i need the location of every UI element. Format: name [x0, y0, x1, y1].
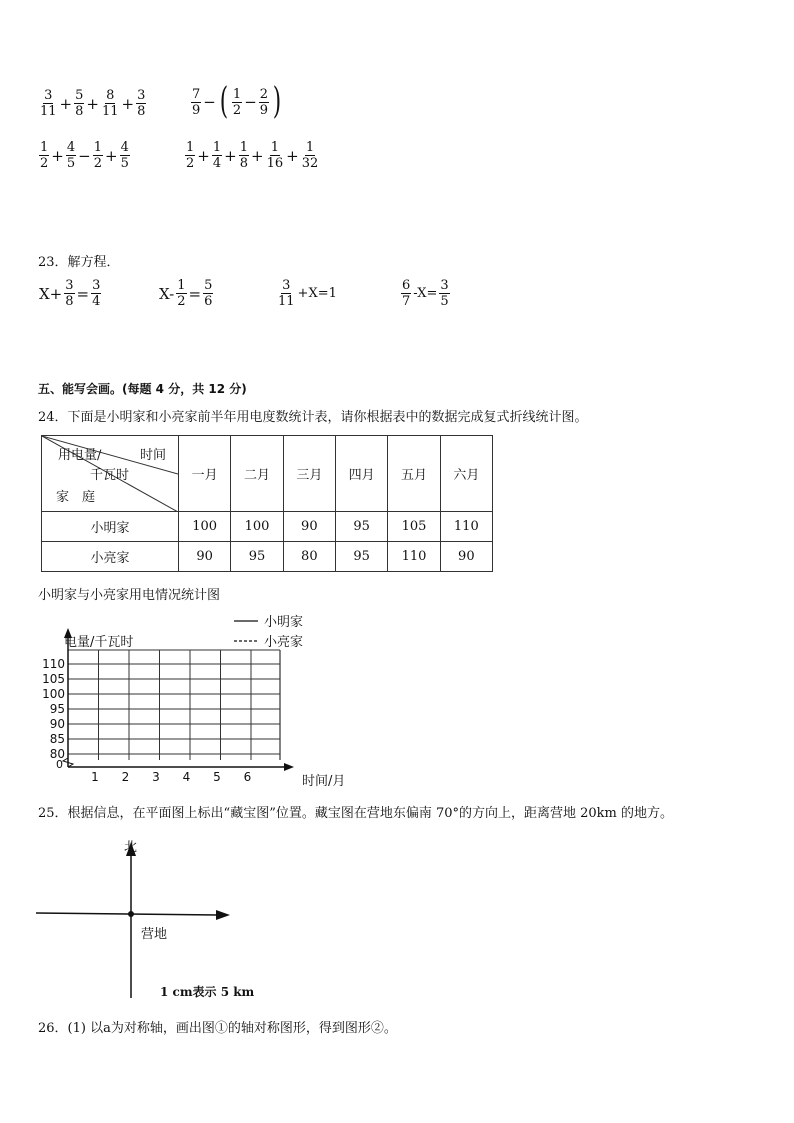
header-time: 时间: [140, 448, 167, 463]
y-tick-label: 80: [49, 747, 65, 761]
equation-4: $\frac{6}{7}$ -X= $\frac{3}{5}$: [402, 278, 449, 309]
table-cell: 95: [231, 542, 283, 572]
q23-title: 23．解方程．: [38, 255, 120, 270]
section-5-title: 五、能写会画。(每题 4 分，共 12 分): [38, 382, 247, 396]
table-row: [42, 542, 493, 572]
table-cell: 100: [231, 512, 283, 542]
x-tick-label: 2: [121, 770, 130, 784]
x-tick-label: 4: [182, 770, 191, 784]
table-cell: 80: [283, 542, 335, 572]
east-axis: [36, 913, 218, 915]
y-tick-label: 90: [49, 717, 65, 731]
x-tick-label: 6: [243, 770, 252, 784]
legend-label: 小亮家: [264, 635, 304, 650]
x-axis-arrow-icon: [284, 763, 294, 771]
chart-grid: [68, 650, 280, 760]
y-axis-title: 电量/千瓦时: [64, 635, 134, 650]
month-header: 四月: [335, 436, 387, 512]
header-usage: 用电量/: [58, 448, 102, 463]
x-tick-label: 1: [91, 770, 99, 784]
month-header: 二月: [231, 436, 283, 512]
x-tick-label: 5: [213, 770, 221, 784]
table-cell: 90: [179, 542, 231, 572]
table-header-diagonal-cell: [42, 436, 179, 512]
q26-text: 26．(1) 以a为对称轴，画出图①的轴对称图形，得到图形②。: [38, 1021, 397, 1036]
scale-label: 1 cm表示 5 km: [160, 985, 255, 999]
chart-legend: [234, 615, 303, 650]
x-tick-label: 3: [152, 770, 160, 784]
chart-labels: [42, 634, 345, 789]
y-tick-label: 110: [42, 657, 65, 671]
y-tick-label: 100: [42, 687, 65, 701]
y-tick-label: 105: [42, 672, 65, 686]
header-unit: 千瓦时: [90, 468, 130, 483]
y-tick-label: 0: [56, 758, 63, 771]
table-cell: 90: [440, 542, 492, 572]
q25-text: 25．根据信息，在平面图上标出“藏宝图”位置。藏宝图在营地东偏南 70°的方向上，距离营地 20km 的地方。: [38, 806, 674, 821]
calc-expression-4: $\frac{1}{2}$ + $\frac{1}{4}$ + $\frac{1}{8}$ + $\frac{1}{16}$ + $\frac{1}{32}$: [186, 140, 319, 171]
calc-expression-1: $\frac{3}{11}$ + $\frac{5}{8}$ + $\frac{8}{11}$ + $\frac{3}{8}$: [40, 88, 146, 119]
x-axis-title: 时间/月: [302, 774, 346, 789]
line-chart: [30, 612, 360, 792]
table-cell: 95: [335, 542, 387, 572]
row-name: 小亮家: [42, 542, 179, 572]
month-header: 六月: [440, 436, 492, 512]
table-cell: 100: [179, 512, 231, 542]
table-cell: 90: [283, 512, 335, 542]
month-header: 五月: [388, 436, 440, 512]
equation-2: X- $\frac{1}{2}$ = $\frac{5}{6}$: [159, 278, 213, 309]
calc-expression-3: $\frac{1}{2}$ + $\frac{4}{5}$ − $\frac{1}{2}$ + $\frac{4}{5}$: [40, 140, 129, 171]
y-tick-label: 95: [49, 702, 65, 716]
table-cell: 110: [388, 542, 440, 572]
y-tick-label: 85: [49, 732, 65, 746]
header-family: 家 庭: [56, 490, 96, 505]
row-name: 小明家: [42, 512, 179, 542]
equation-1: X+ $\frac{3}{8}$ = $\frac{3}{4}$: [39, 278, 101, 309]
chart-caption: 小明家与小亮家用电情况统计图: [38, 588, 221, 603]
equation-3: $\frac{3}{11}$ +X=1: [278, 278, 337, 309]
legend-label: 小明家: [264, 615, 304, 630]
table-row: [42, 512, 493, 542]
table-cell: 95: [335, 512, 387, 542]
table-cell: 110: [440, 512, 492, 542]
q24-text: 24．下面是小明家和小亮家前半年用电度数统计表，请你根据表中的数据完成复式折线统计图。: [38, 410, 588, 425]
camp-point: [128, 911, 134, 917]
electricity-table: [41, 435, 493, 572]
table-cell: 105: [388, 512, 440, 542]
calc-expression-2: $\frac{7}{9}$ − ( $\frac{1}{2}$ − $\frac{2}{9}$ ): [192, 81, 282, 122]
month-header: 三月: [283, 436, 335, 512]
compass-diagram: [30, 832, 260, 1002]
camp-label: 营地: [141, 927, 168, 942]
month-header: 一月: [179, 436, 231, 512]
east-arrow-icon: [216, 910, 230, 920]
north-label: 北: [124, 840, 138, 855]
